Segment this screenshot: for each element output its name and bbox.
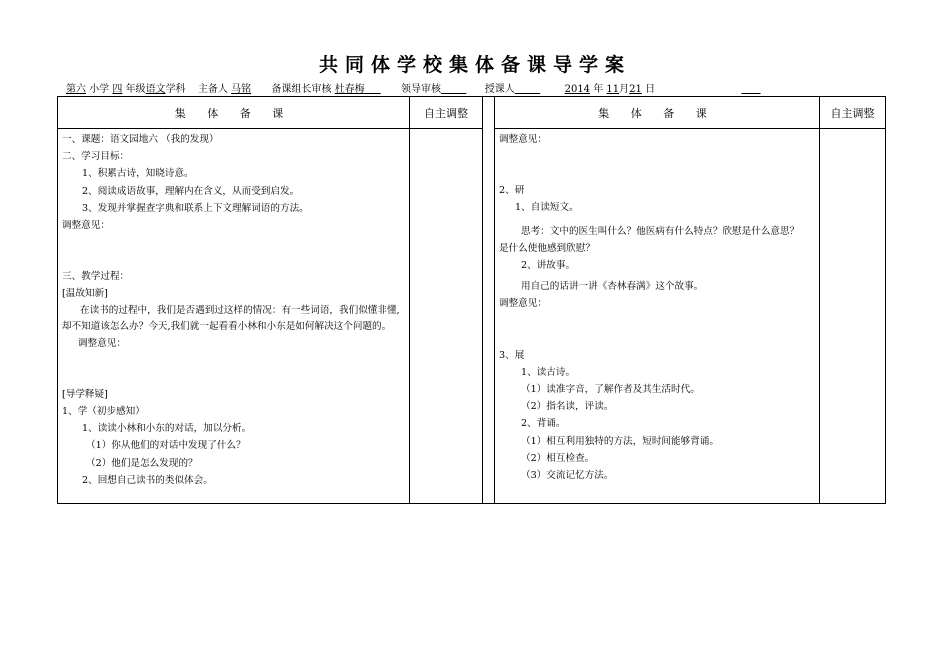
meta-grade-prefix: 第六 <box>66 84 86 95</box>
section-review-label: [温故知新] <box>62 288 108 300</box>
question-item: （2）他们是怎么发现的？ <box>86 457 198 469</box>
meta-grade: 四 <box>112 84 123 95</box>
step-item: 2、回想自己读书的类似体会。 <box>82 474 213 486</box>
sub-item: （3）交流记忆方法。 <box>521 470 614 482</box>
sub-item: （1）相互利用独特的方法，短时间能够背诵。 <box>521 435 719 447</box>
meta-year: 2014 <box>564 84 591 95</box>
meta-subject: 语文 <box>145 84 166 95</box>
process-heading: 三、教学过程： <box>62 271 130 283</box>
meta-reviewer-label: 备课组长审核 <box>271 84 332 95</box>
left-content-cell <box>58 129 410 504</box>
step-learn-heading: 1、学（初步感知） <box>62 406 145 418</box>
meta-day: 21 <box>629 84 642 95</box>
meta-month-suffix: 月 <box>619 84 630 95</box>
step-research-heading: 2、研 <box>499 185 525 197</box>
meta-school-suffix: 小学 <box>89 84 110 95</box>
objective-item: 1、积累古诗，知晓诗意。 <box>82 168 194 180</box>
step-item: 1、自读短文。 <box>515 202 579 214</box>
left-self-adjust-header: 自主调整 <box>410 97 483 129</box>
question-item: （1）你从他们的对话中发现了什么？ <box>86 440 246 452</box>
step-item: 2、背诵。 <box>521 418 566 430</box>
think-question-cont: 是什么使他感到欣慰？ <box>499 242 595 254</box>
section-guide-label: [导学释疑] <box>62 388 108 400</box>
meta-preparer-label: 主备人 <box>197 84 228 95</box>
adjust-note: 调整意见： <box>62 220 110 232</box>
meta-leader-label: 领导审核 <box>400 84 441 95</box>
step-item: 2、讲故事。 <box>521 260 576 272</box>
sub-item: （2）相互检查。 <box>521 452 595 464</box>
adjust-note: 调整意见： <box>499 298 547 310</box>
sub-item: （1）读准字音，了解作者及其生活时代。 <box>521 384 700 396</box>
objectives-heading: 二、学习目标： <box>62 151 130 163</box>
meta-line <box>66 80 761 95</box>
right-self-adjust-cell <box>820 129 886 504</box>
meta-reviewer: 杜春梅 <box>334 84 365 95</box>
meta-month: 11 <box>606 84 620 95</box>
review-paragraph: 在读书的过程中，我们是否遇到过这样的情况：有一些词语，我们似懂非懂,却不知道该怎么办？今天,我们就一起看看小林和小东是如何解决这个问题的。 <box>62 304 400 332</box>
right-self-adjust-header: 自主调整 <box>820 97 886 129</box>
adjust-note: 调整意见： <box>78 337 126 349</box>
lesson-topic: 一、课题：语文园地六 （我的发现） <box>62 134 219 145</box>
lesson-plan-table <box>57 96 886 504</box>
left-self-adjust-cell <box>410 129 483 504</box>
document-title: 共同体学校集体备课导学案 <box>318 54 631 76</box>
right-content-cell <box>495 129 820 504</box>
meta-day-suffix: 日 <box>645 84 656 95</box>
meta-year-suffix: 年 <box>593 84 604 95</box>
story-task: 用自己的话讲一讲《杏林春满》这个故事。 <box>521 281 704 293</box>
objective-item: 3、发现并掌握查字典和联系上下文理解词语的方法。 <box>82 202 309 214</box>
adjust-note: 调整意见： <box>499 134 547 145</box>
meta-preparer: 马铭 <box>231 84 252 95</box>
step-item: 1、读读小林和小东的对话，加以分析。 <box>82 423 252 435</box>
meta-grade-suffix: 年级 <box>125 84 146 95</box>
left-collective-header: 集 体 备 课 <box>58 97 410 129</box>
meta-subject-suffix: 学科 <box>165 84 186 95</box>
think-question: 思考：文中的医生叫什么？他医病有什么特点？欣慰是什么意思？ <box>521 225 800 237</box>
step-show-heading: 3、展 <box>499 349 525 361</box>
meta-teacher-label: 授课人 <box>484 84 515 95</box>
step-item: 1、读古诗。 <box>521 366 576 378</box>
objective-item: 2、阅读成语故事，理解内在含义，从而受到启发。 <box>82 185 300 197</box>
column-gap <box>483 97 495 504</box>
right-collective-header: 集 体 备 课 <box>495 97 820 129</box>
sub-item: （2）指名读，评读。 <box>521 401 614 413</box>
